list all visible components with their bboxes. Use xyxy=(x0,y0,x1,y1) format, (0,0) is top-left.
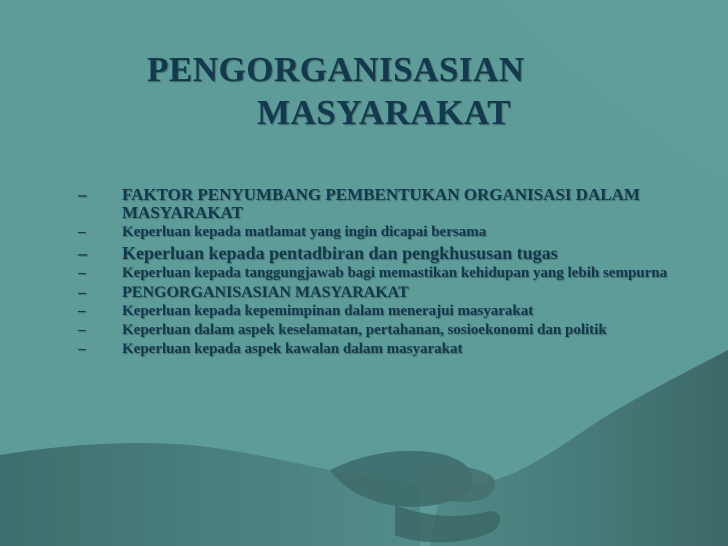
bullet-dash: – xyxy=(78,224,86,240)
slide-title-line2: MASYARAKAT xyxy=(257,93,511,132)
bullet-dash: – xyxy=(78,341,86,357)
bullet-dash: – xyxy=(78,284,86,301)
bullet-item xyxy=(78,265,678,282)
bullet-text: PENGORGANISASIAN MASYARAKAT xyxy=(122,284,409,301)
bullet-item xyxy=(78,341,678,358)
bullet-text: FAKTOR PENYUMBANG PEMBENTUKAN ORGANISASI DALAM MASYARAKAT xyxy=(122,185,640,222)
bullet-dash: – xyxy=(78,322,86,338)
slide-title-line1: PENGORGANISASIAN xyxy=(147,50,525,89)
bullet-item xyxy=(78,243,678,263)
bullet-dash: – xyxy=(78,303,86,319)
bullet-text: Keperluan kepada aspek kawalan dalam masyarakat xyxy=(122,341,463,357)
bullet-item xyxy=(78,284,678,301)
bullet-item xyxy=(78,303,678,320)
bullet-text: Keperluan kepada tanggungjawab bagi memastikan kehidupan yang lebih sempurna xyxy=(122,265,668,281)
bullet-text: Keperluan kepada pentadbiran dan pengkhususan tugas xyxy=(122,243,558,263)
bullet-text: Keperluan kepada matlamat yang ingin dicapai bersama xyxy=(122,224,487,240)
bullet-list xyxy=(78,186,678,360)
bullet-dash: – xyxy=(78,265,86,281)
bullet-dash: – xyxy=(78,185,87,204)
bullet-item xyxy=(78,186,678,222)
bullet-dash: – xyxy=(78,243,87,263)
bullet-item xyxy=(78,322,678,339)
bullet-item xyxy=(78,224,678,241)
bullet-text: Keperluan dalam aspek keselamatan, pertahanan, sosioekonomi dan politik xyxy=(122,322,607,338)
bullet-text: Keperluan kepada kepemimpinan dalam menerajui masyarakat xyxy=(122,303,534,319)
